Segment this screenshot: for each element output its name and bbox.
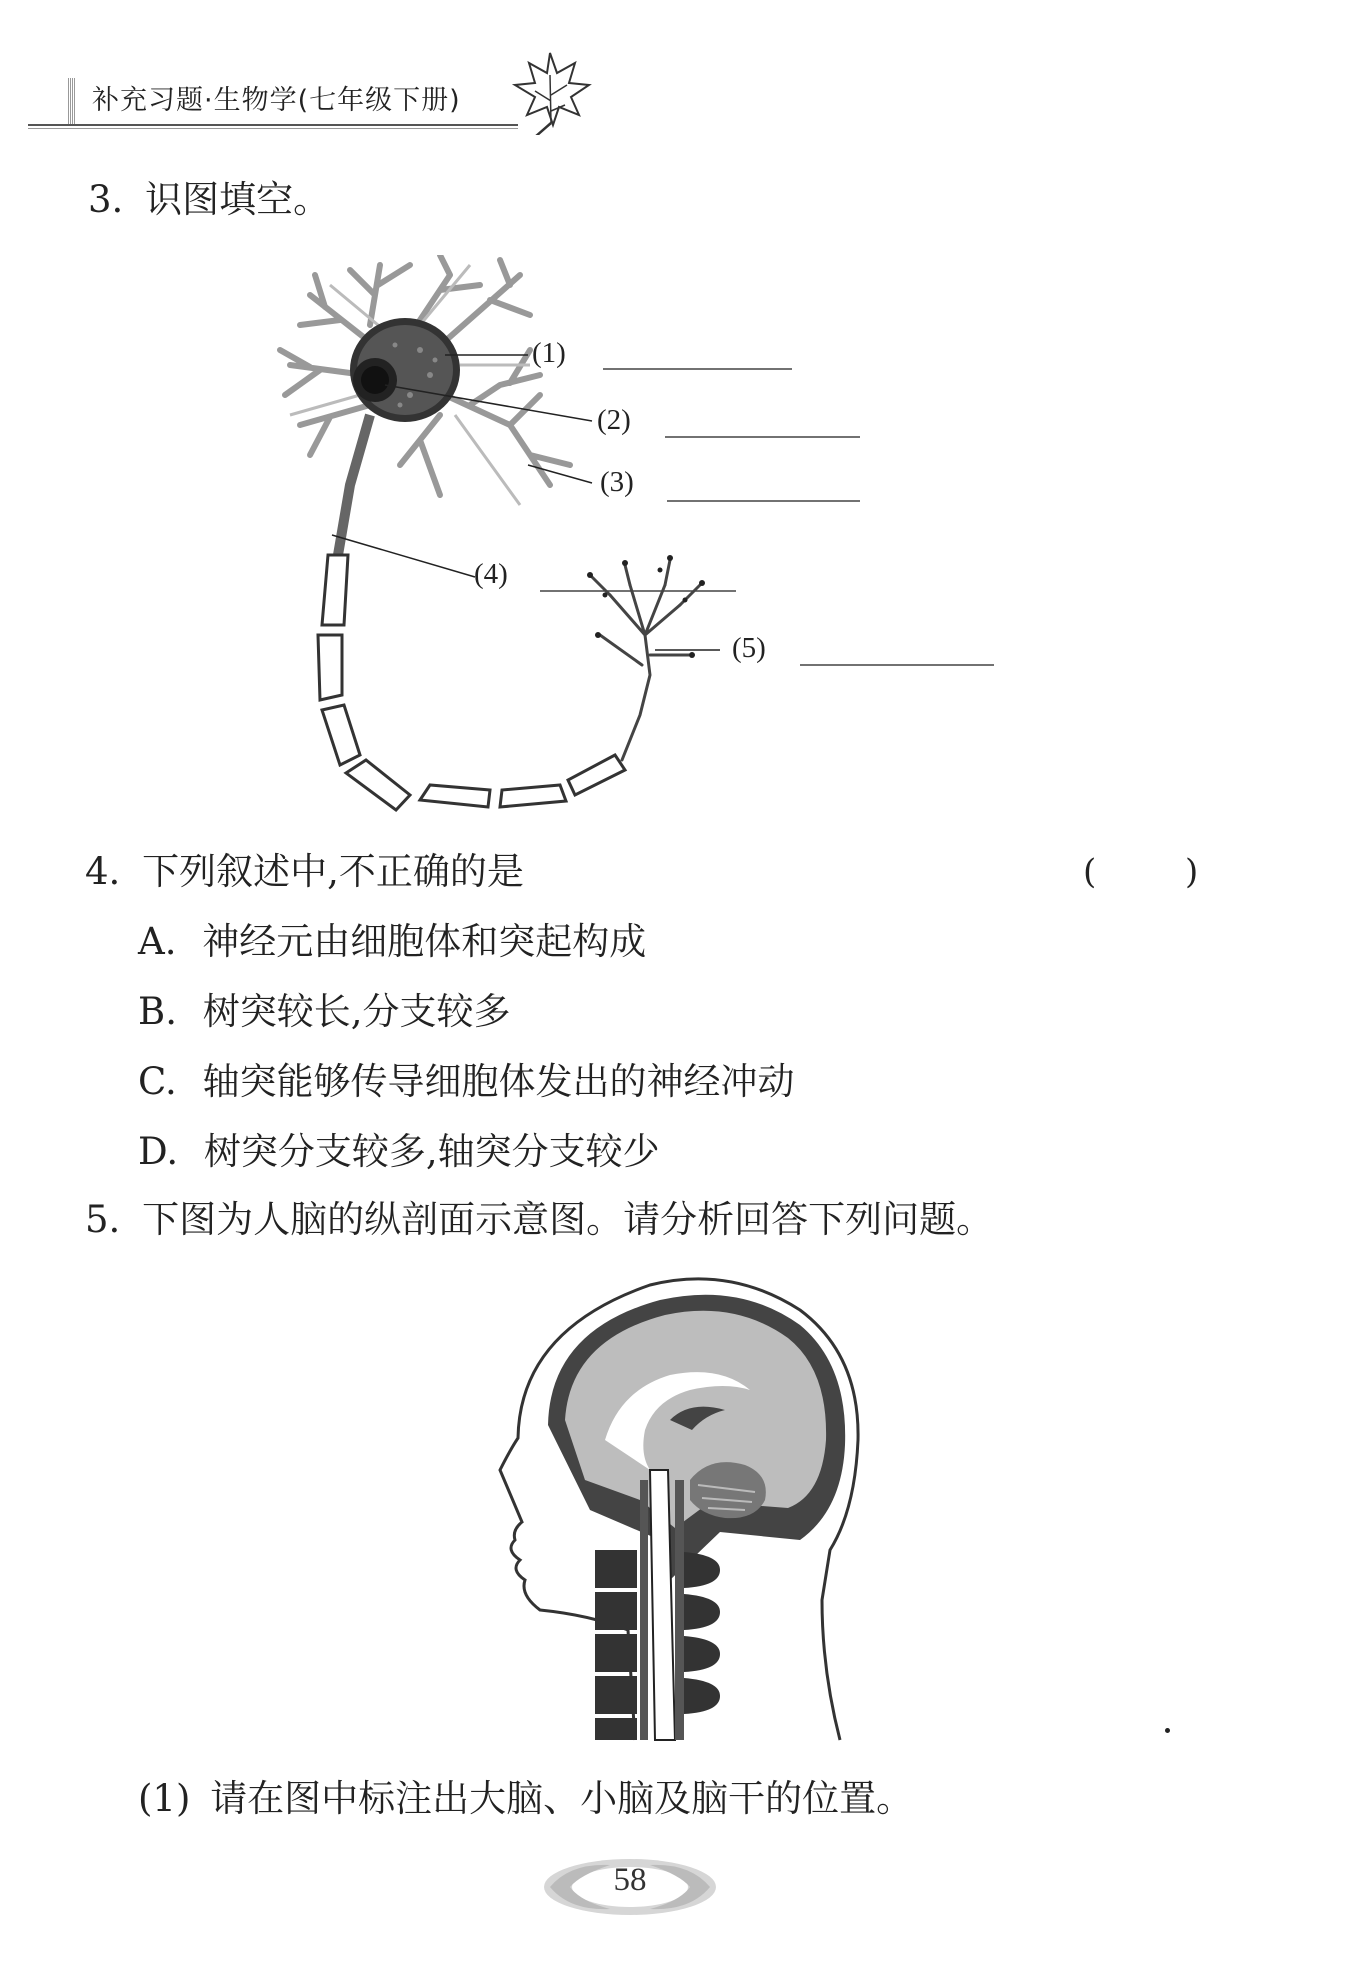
option-text: 轴突能够传导细胞体发出的神经冲动: [202, 1060, 795, 1103]
page-number: 58: [613, 1862, 647, 1898]
option-text: 树突分支较多,轴突分支较少: [203, 1130, 660, 1173]
q3-line: [88, 176, 330, 224]
option-letter: D.: [138, 1130, 179, 1173]
option-text: 神经元由细胞体和突起构成: [202, 920, 647, 963]
stray-dot: [1165, 1728, 1170, 1733]
q5-line: [85, 1196, 993, 1244]
answer-paren-open: (: [1083, 852, 1097, 892]
answer-paren-close: ): [1185, 852, 1199, 892]
q5-sub1: [138, 1775, 913, 1823]
q5-text: 下图为人脑的纵剖面示意图。请分析回答下列问题。: [142, 1198, 994, 1241]
q5-sub1-text: 请在图中标注出大脑、小脑及脑干的位置。: [210, 1777, 914, 1820]
q3-number: 3.: [88, 178, 124, 221]
q4-text: 下列叙述中,不正确的是: [142, 850, 524, 893]
maple-leaf-icon: [505, 45, 595, 135]
neuron-label-3: (3): [600, 466, 634, 498]
header-decor-bar: [68, 78, 76, 124]
q4-option-c: [138, 1058, 795, 1106]
q4-option-b: [138, 988, 510, 1036]
neuron-label-4: (4): [474, 558, 508, 590]
q5-number: 5.: [85, 1198, 121, 1241]
header-rule: [28, 124, 518, 126]
neuron-label-5: (5): [732, 632, 766, 664]
q4-option-a: [138, 918, 646, 966]
neuron-label-2: (2): [597, 404, 631, 436]
q4-line: [85, 848, 524, 896]
q4-option-d: [138, 1128, 660, 1176]
option-text: 树突较长,分支较多: [202, 990, 511, 1033]
header-title: 补充习题·生物学(七年级下册): [92, 85, 461, 116]
option-letter: A.: [138, 920, 177, 963]
q4-number: 4.: [85, 850, 121, 893]
q3-text: 识图填空。: [145, 178, 331, 221]
option-letter: B.: [138, 990, 177, 1033]
neuron-diagram: [270, 255, 1030, 815]
brain-sagittal-diagram: [470, 1270, 890, 1760]
option-letter: C.: [138, 1060, 177, 1103]
q5-sub1-number: (1): [138, 1777, 191, 1820]
header-rule-thin: [28, 128, 518, 129]
neuron-label-1: (1): [532, 337, 566, 369]
